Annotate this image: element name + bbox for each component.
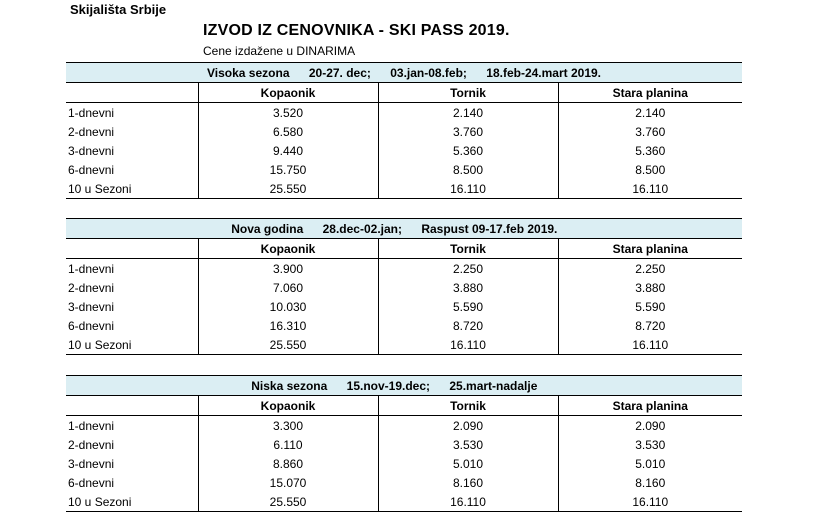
season-cell xyxy=(66,219,742,239)
price-cell: 8.500 xyxy=(635,162,666,177)
season-period: 03.jan-08.feb; xyxy=(390,65,467,80)
header-row xyxy=(66,239,742,259)
price-cell: 2.140 xyxy=(378,103,558,123)
season-name: Nova godina xyxy=(231,221,304,236)
price-cell: 8.720 xyxy=(378,316,558,335)
price-cell: 2.250 xyxy=(635,261,666,276)
price-cell: 5.010 xyxy=(378,454,558,473)
header-cell xyxy=(66,396,198,416)
table-row xyxy=(66,160,742,179)
row-label: 1-dnevni xyxy=(66,103,198,123)
season-period: Raspust 09-17.feb 2019. xyxy=(421,221,558,236)
price-cell: 3.760 xyxy=(378,122,558,141)
price-table-new-year xyxy=(66,218,742,355)
price-cell: 16.110 xyxy=(378,335,558,355)
table-row xyxy=(66,454,742,473)
price-cell: 5.590 xyxy=(378,297,558,316)
row-label: 1-dnevni xyxy=(66,416,198,436)
table-row xyxy=(66,122,742,141)
header-row xyxy=(66,396,742,416)
price-cell: 5.590 xyxy=(635,299,666,314)
header-row xyxy=(66,83,742,103)
price-cell: 6.110 xyxy=(198,435,378,454)
brand-label: Skijališta Srbije xyxy=(70,2,167,17)
price-cell: 25.550 xyxy=(198,492,378,512)
table-row xyxy=(66,141,742,160)
price-cell: 25.550 xyxy=(198,335,378,355)
row-label: 3-dnevni xyxy=(66,454,198,473)
row-label: 2-dnevni xyxy=(66,122,198,141)
table-row xyxy=(66,316,742,335)
row-label: 10 u Sezoni xyxy=(66,179,198,199)
header-cell: Stara planina xyxy=(558,239,742,259)
row-label: 2-dnevni xyxy=(66,278,198,297)
row-label: 10 u Sezoni xyxy=(66,335,198,355)
price-cell: 7.060 xyxy=(198,278,378,297)
header-cell xyxy=(66,239,198,259)
price-cell: 3.900 xyxy=(198,259,378,279)
price-cell: 2.250 xyxy=(378,259,558,279)
header-cell: Tornik xyxy=(378,83,558,103)
price-cell: 8.160 xyxy=(635,475,666,490)
table-row xyxy=(66,435,742,454)
price-table-high-season xyxy=(66,62,742,199)
price-cell: 16.110 xyxy=(558,179,742,199)
row-label: 6-dnevni xyxy=(66,160,198,179)
price-cell: 3.300 xyxy=(198,416,378,436)
season-row xyxy=(66,63,742,83)
table-row xyxy=(66,278,742,297)
row-label: 1-dnevni xyxy=(66,259,198,279)
price-cell: 8.860 xyxy=(198,454,378,473)
price-cell: 8.720 xyxy=(635,318,666,333)
table-row xyxy=(66,473,742,492)
header-cell: Tornik xyxy=(378,239,558,259)
price-cell: 9.440 xyxy=(198,141,378,160)
table-row xyxy=(66,335,742,355)
price-cell: 5.360 xyxy=(378,141,558,160)
price-cell: 3.880 xyxy=(378,278,558,297)
season-period: 28.dec-02.jan; xyxy=(322,221,402,236)
season-period: 18.feb-24.mart 2019. xyxy=(486,65,602,80)
price-table-low-season xyxy=(66,375,742,512)
table-row xyxy=(66,103,742,123)
season-row xyxy=(66,376,742,396)
season-period: 25.mart-nadalje xyxy=(449,378,538,393)
price-cell: 15.750 xyxy=(198,160,378,179)
season-period: 15.nov-19.dec; xyxy=(346,378,431,393)
price-cell: 2.090 xyxy=(378,416,558,436)
table-row xyxy=(66,297,742,316)
price-cell: 15.070 xyxy=(198,473,378,492)
header-cell: Stara planina xyxy=(558,396,742,416)
price-cell: 16.110 xyxy=(378,179,558,199)
row-label: 2-dnevni xyxy=(66,435,198,454)
table-row xyxy=(66,492,742,512)
season-cell xyxy=(66,376,742,396)
row-label: 3-dnevni xyxy=(66,141,198,160)
row-label: 6-dnevni xyxy=(66,316,198,335)
row-label: 3-dnevni xyxy=(66,297,198,316)
price-cell: 16.110 xyxy=(558,335,742,355)
header-cell: Kopaonik xyxy=(198,83,378,103)
page-subtitle: Cene izdažene u DINARIMA xyxy=(203,44,356,58)
header-cell: Tornik xyxy=(378,396,558,416)
price-cell: 5.360 xyxy=(635,143,666,158)
row-label: 10 u Sezoni xyxy=(66,492,198,512)
price-cell: 3.530 xyxy=(378,435,558,454)
price-cell: 5.010 xyxy=(635,456,666,471)
season-period: 20-27. dec; xyxy=(308,65,371,80)
season-name: Niska sezona xyxy=(251,378,328,393)
table-row xyxy=(66,416,742,436)
price-cell: 3.530 xyxy=(635,437,666,452)
row-label: 6-dnevni xyxy=(66,473,198,492)
price-cell: 16.110 xyxy=(558,492,742,512)
price-cell: 2.090 xyxy=(635,418,666,433)
price-cell: 3.760 xyxy=(635,124,666,139)
price-cell: 10.030 xyxy=(198,297,378,316)
page-title: IZVOD IZ CENOVNIKA - SKI PASS 2019. xyxy=(203,22,510,39)
season-cell xyxy=(66,63,742,83)
header-cell: Stara planina xyxy=(558,83,742,103)
header-cell: Kopaonik xyxy=(198,239,378,259)
table-row xyxy=(66,259,742,279)
season-name: Visoka sezona xyxy=(207,65,290,80)
price-cell: 3.520 xyxy=(198,103,378,123)
price-cell: 2.140 xyxy=(635,105,666,120)
price-cell: 8.160 xyxy=(378,473,558,492)
table-row xyxy=(66,179,742,199)
price-cell: 25.550 xyxy=(198,179,378,199)
price-cell: 16.110 xyxy=(378,492,558,512)
price-cell: 16.310 xyxy=(198,316,378,335)
header-cell: Kopaonik xyxy=(198,396,378,416)
price-cell: 3.880 xyxy=(635,280,666,295)
price-cell: 8.500 xyxy=(378,160,558,179)
price-cell: 6.580 xyxy=(198,122,378,141)
season-row xyxy=(66,219,742,239)
header-cell xyxy=(66,83,198,103)
